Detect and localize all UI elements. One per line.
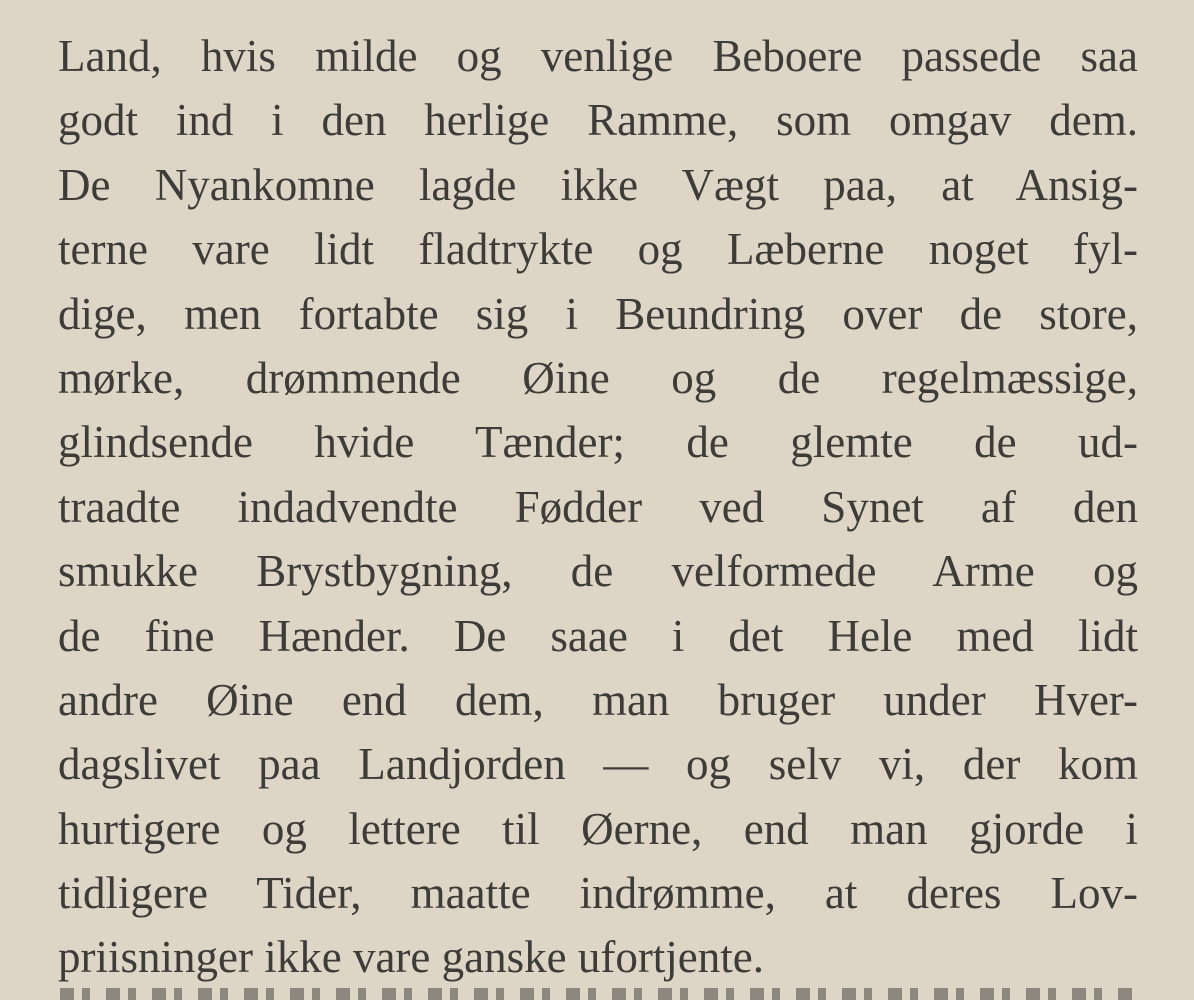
body-paragraph [58, 24, 1138, 990]
text-line-15: priisninger ikke vare ganske ufortjente. [58, 932, 765, 983]
text-line-6: mørke, drømmende Øine og de regelmæssige, [58, 352, 1138, 403]
cropped-next-line [60, 988, 1140, 1000]
text-line-8: traadte indadvendte Fødder ved Synet af den [58, 481, 1138, 532]
text-line-2: godt ind i den herlige Ramme, som omgav dem. [58, 95, 1138, 146]
text-line-7: glindsende hvide Tænder; de glemte de ud- [58, 417, 1138, 468]
text-line-3: De Nyankomne lagde ikke Vægt paa, at Ansig- [58, 159, 1138, 210]
text-line-9: smukke Brystbygning, de velformede Arme og [58, 546, 1138, 597]
text-line-5: dige, men fortabte sig i Beundring over de store, [58, 288, 1138, 339]
text-line-10: de fine Hænder. De saae i det Hele med lidt [58, 610, 1138, 661]
text-line-1: Land, hvis milde og venlige Beboere passede saa [58, 31, 1138, 81]
text-line-14: tidligere Tider, maatte indrømme, at deres Lov- [58, 868, 1138, 919]
text-line-13: hurtigere og lettere til Øerne, end man gjorde i [58, 803, 1138, 854]
text-line-11: andre Øine end dem, man bruger under Hver- [58, 674, 1138, 725]
text-line-4: terne vare lidt fladtrykte og Læberne noget fyl- [58, 224, 1138, 275]
text-line-12: dagslivet paa Landjorden — og selv vi, der kom [58, 739, 1138, 790]
